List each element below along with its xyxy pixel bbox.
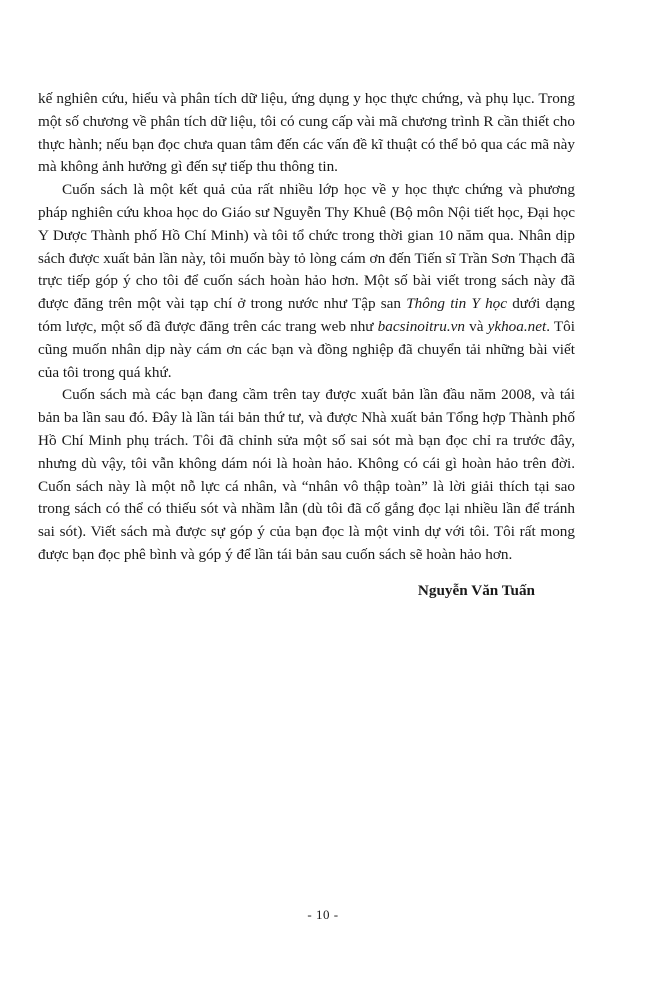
author-signature: Nguyễn Văn Tuấn	[417, 581, 535, 599]
text-run: Cuốn sách mà các bạn đang cầm trên tay được xuất bản lần đầu năm 2008, và tái bản ba lần sau đó. Đây là lần tái bản thứ tư, và được Nhà xuất bản Tổng hợp Thành phố Hồ Chí Minh phụ trách. Tôi đã chỉnh sửa một số sai sót mà bạn đọc chỉ ra trước đây, nhưng dù vậy, tôi vẫn không dám nói là hoàn hảo. Không có cái gì hoàn hảo trên đời. Cuốn sách này là một nỗ lực cá nhân, và “nhân vô thập toàn” là lời giải thích tại sao trong sách có thể có thiếu sót và nhầm lẫn (dù tôi đã cố gắng đọc lại nhiều lần để tránh sai sót). Viết sách mà được sự góp ý của bạn đọc là một vinh dự với tôi. Tôi rất mong được bạn đọc phê bình và góp ý để lần tái bản sau cuốn sách sẽ hoàn hảo hơn.	[38, 386, 575, 563]
text-run: dưới dạng tóm lược, một số đã được đăng trên các trang web như	[38, 295, 575, 335]
paragraph-edition-history	[38, 384, 575, 566]
text-run: . Tôi cũng muốn nhân dịp này cám ơn các bạn và đồng nghiệp đã chuyển tải những bài viết của tôi trong quá khứ.	[38, 317, 575, 381]
italic-term: Thông tin Y học	[406, 295, 508, 313]
text-run: kế nghiên cứu, hiểu và phân tích dữ liệu, ứng dụng y học thực chứng, và phụ lục. Trong một số chương về phân tích dữ liệu, tôi có cung cấp vài mã chương trình R cần thiết cho thực hành; nếu bạn đọc chưa quan tâm đến các vấn đề kĩ thuật có thể bỏ qua các mã này mà không ảnh hưởng gì đến sự tiếp thu thông tin.	[38, 90, 575, 176]
italic-term: ykhoa.net	[487, 317, 547, 335]
italic-term: bacsinoitru.vn	[377, 317, 465, 335]
text-run: và	[464, 317, 488, 335]
paragraph-intro-cont	[38, 88, 575, 179]
preface-text	[38, 88, 575, 567]
paragraph-acknowledgement	[38, 179, 575, 384]
page-number: - 10 -	[307, 907, 339, 922]
page-body	[38, 88, 575, 602]
text-run: Cuốn sách là một kết quả của rất nhiều lớp học về y học thực chứng và phương pháp nghiên cứu khoa học do Giáo sư Nguyễn Thy Khuê (Bộ môn Nội tiết học, Đại học Y Dược Thành phố Hồ Chí Minh) và tôi tổ chức trong thời gian 10 năm qua. Nhân dịp sách được xuất bản lần này, tôi muốn bày tỏ lòng cám ơn đến Tiến sĩ Trần Sơn Thạch đã trực tiếp góp ý cho tôi để cuốn sách hoàn hảo hơn. Một số bài viết trong sách này đã được đăng trên một vài tạp chí ở trong nước như Tập san	[38, 181, 575, 313]
